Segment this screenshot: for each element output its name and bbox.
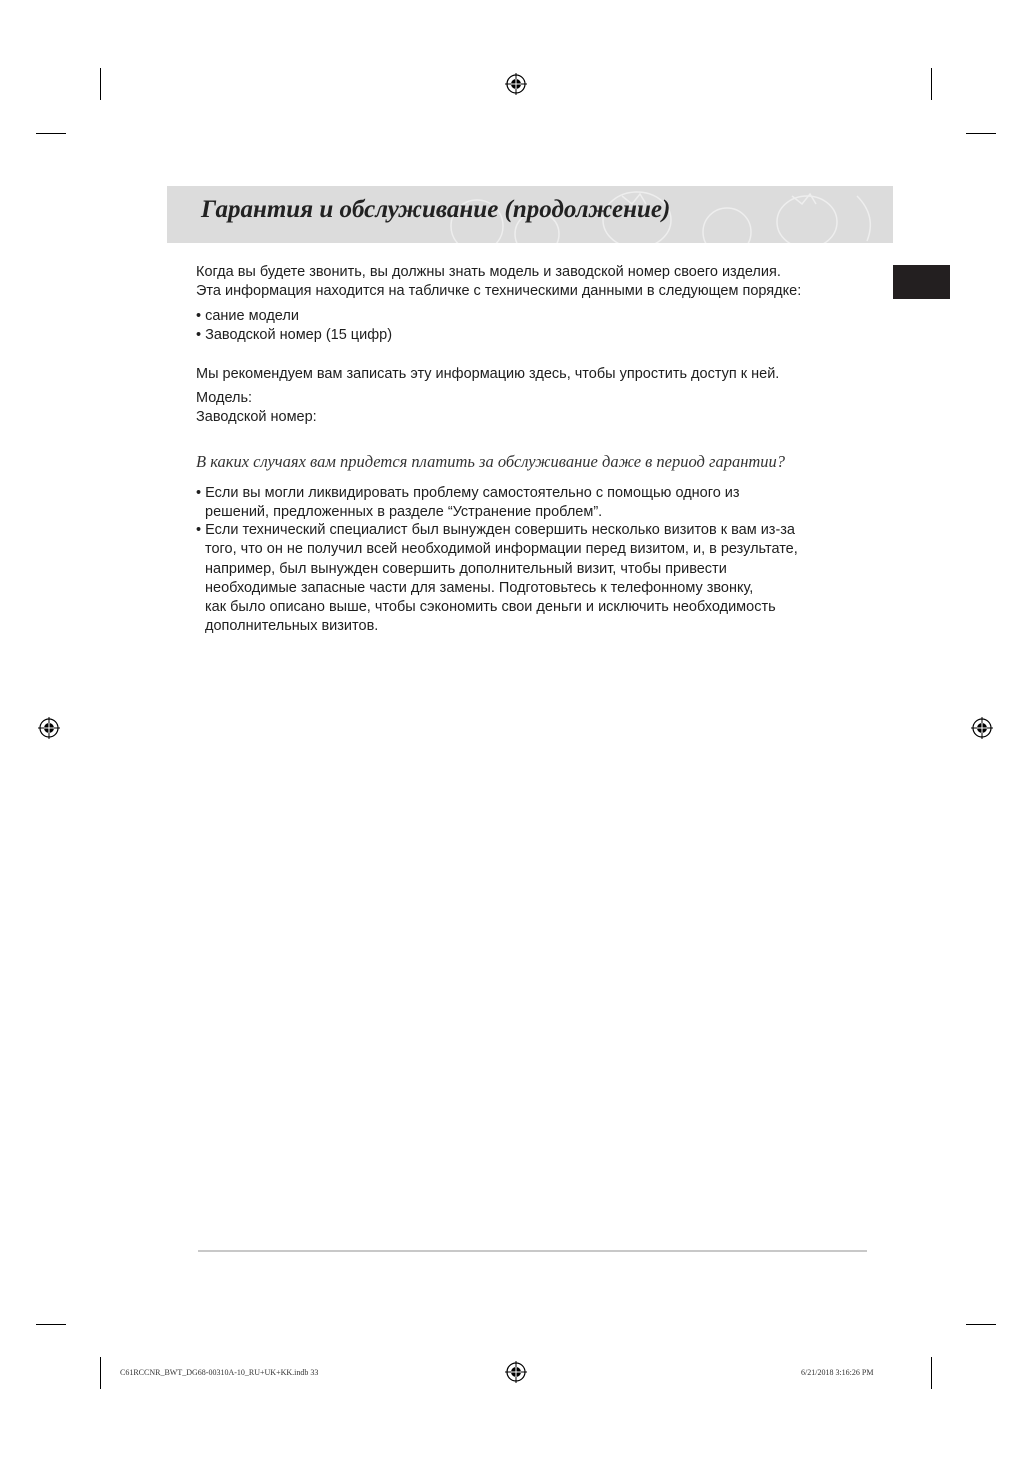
section-header [167, 186, 893, 243]
print-slug-timestamp: 6/21/2018 3:16:26 PM [801, 1368, 874, 1377]
crop-mark [966, 1324, 996, 1325]
crop-mark [931, 1357, 932, 1389]
registration-mark-icon [38, 717, 60, 739]
section-tab-marker [893, 265, 950, 299]
list-item-line: • Если технический специалист был вынужден совершить несколько визитов к вам из-за [196, 522, 795, 538]
list-item-line: решений, предложенных в разделе “Устранение проблем”. [205, 504, 603, 521]
list-item [196, 484, 740, 523]
page-title: Гарантия и обслуживание (продолжение) [201, 196, 671, 223]
list-item-line: того, что он не получил всей необходимой информации перед визитом, и, в результате, [205, 541, 798, 558]
print-slug-filename: C61RCCNR_BWT_DG68-00310A-10_RU+UK+KK.indb 33 [120, 1368, 319, 1377]
list-item-line: как было описано выше, чтобы сэкономить свои деньги и исключить необходимость [205, 599, 776, 616]
section-subheading: В каких случаях вам придется платить за обслуживание даже в период гарантии? [196, 452, 786, 471]
list-item: • сание модели [196, 308, 299, 324]
list-item-line: дополнительных визитов. [205, 618, 379, 635]
crop-mark [36, 1324, 66, 1325]
list-item [196, 521, 798, 637]
crop-mark [100, 68, 101, 100]
intro-line: Когда вы будете звонить, вы должны знать модель и заводской номер своего изделия. [196, 264, 781, 280]
registration-mark-icon [505, 73, 527, 95]
list-item-line: • Если вы могли ликвидировать проблему самостоятельно с помощью одного из [196, 485, 740, 501]
registration-mark-icon [971, 717, 993, 739]
footer-divider [198, 1250, 867, 1252]
intro-line: Эта информация находится на табличке с техническими данными в следующем порядке: [196, 283, 802, 299]
serial-number-label: Заводской номер: [196, 409, 317, 425]
crop-mark [931, 68, 932, 100]
model-label: Модель: [196, 390, 253, 406]
crop-mark [966, 133, 996, 134]
registration-mark-icon [505, 1361, 527, 1383]
crop-mark [36, 133, 66, 134]
list-item-line: например, был вынужден совершить дополнительный визит, чтобы привести [205, 560, 727, 577]
recommend-text: Мы рекомендуем вам записать эту информацию здесь, чтобы упростить доступ к ней. [196, 366, 780, 382]
list-item: • Заводской номер (15 цифр) [196, 327, 393, 343]
crop-mark [100, 1357, 101, 1389]
list-item-line: необходимые запасные части для замены. Подготовьтесь к телефонному звонку, [205, 579, 754, 596]
